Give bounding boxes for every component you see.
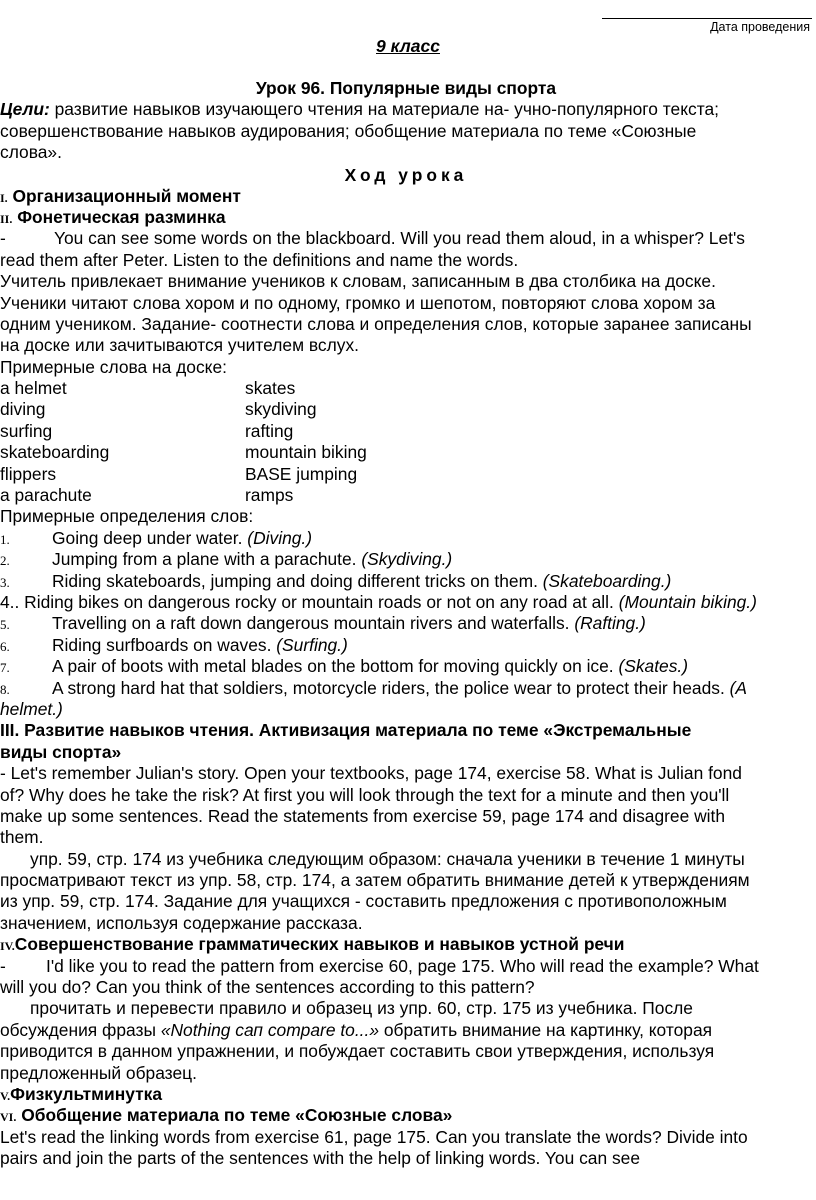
- date-label: Дата проведения: [710, 20, 810, 34]
- definition-item: 7. A pair of boots with metal blades on the bottom for moving quickly on ice. (Skates.): [0, 656, 689, 677]
- paragraph-line: из упр. 59, стр. 174. Задание для учащихся - составить предложения с противоположным: [0, 891, 727, 912]
- paragraph-line: them.: [0, 827, 44, 848]
- goals-line: слова».: [0, 142, 62, 163]
- section-heading: IV.Совершенствование грамматических навыков и навыков устной речи: [0, 934, 625, 955]
- definitions-label: Примерные определения слов:: [0, 506, 254, 527]
- paragraph-line: обсуждения фразы «Nothing сап compare to...» обратить внимание на картинку, которая: [0, 1019, 713, 1040]
- section-heading-continuation: виды спорта»: [0, 741, 122, 762]
- definition-item: 3. Riding skateboards, jumping and doing different tricks on them. (Skateboarding.): [0, 570, 672, 591]
- definition-item: 6. Riding surfboards on waves. (Surfing.): [0, 634, 348, 655]
- paragraph-line: Учитель привлекает внимание учеников к словам, записанным в два столбика на доске.: [0, 271, 716, 292]
- definition-continuation: helmet.): [0, 698, 63, 719]
- paragraph-line: pairs and join the parts of the sentences with the help of linking words. You can see: [0, 1148, 640, 1169]
- goals-label: Цели:: [0, 99, 50, 120]
- grade-heading: 9 класс: [376, 36, 440, 56]
- word-pair: flippers BASE jumping: [0, 463, 358, 484]
- document-body: [0, 78, 812, 1170]
- paragraph-line: - Let's remember Julian's story. Open your textbooks, page 174, exercise 58. What is Julian fond: [0, 763, 742, 784]
- section-heading: II. Фонетическая разминка: [0, 206, 226, 227]
- definition-item: 4.. Riding bikes on dangerous rocky or mountain roads or not on any road at all. (Mountain biking.): [0, 591, 757, 612]
- word-pair: surfing rafting: [0, 420, 294, 441]
- course-heading: Ход урока: [344, 164, 468, 185]
- goals-line: совершенствование навыков аудирования; обобщение материала по теме «Союзные: [0, 120, 697, 141]
- paragraph-line: - You can see some words on the blackboard. Will you read them aloud, in a whisper? Let's: [0, 228, 745, 249]
- paragraph-line: of? Why does he take the risk? At first you will look through the text for a minute and then you'll: [0, 784, 730, 805]
- paragraph-line: приводится в данном упражнении, и побуждает составить свои утверждения, используя: [0, 1041, 715, 1062]
- word-pair: a parachute ramps: [0, 485, 294, 506]
- section-heading: I. Организационный момент: [0, 185, 241, 206]
- definition-item: 5. Travelling on a raft down dangerous mountain rivers and waterfalls. (Rafting.): [0, 613, 646, 634]
- paragraph-line: Let's read the linking words from exercise 61, page 175. Can you translate the words? Divide into: [0, 1126, 748, 1147]
- paragraph-line: упр. 59, стр. 174 из учебника следующим образом: сначала ученики в течение 1 минуты: [30, 848, 745, 869]
- goals-line: [0, 99, 812, 120]
- paragraph-line: will you do? Can you think of the sentences according to this pattern?: [0, 977, 535, 998]
- paragraph-line: одним учеником. Задание- соотнести слова и определения слов, которые заранее записаны: [0, 313, 752, 334]
- word-pair: skateboarding mountain biking: [0, 442, 367, 463]
- paragraph-line: read them after Peter. Listen to the definitions and name the words.: [0, 249, 519, 270]
- paragraph-line: - I'd like you to read the pattern from exercise 60, page 175. Who will read the example? What: [0, 955, 759, 976]
- lesson-title: Урок 96. Популярные виды спорта: [255, 78, 557, 98]
- paragraph-line: предложенный образец.: [0, 1062, 197, 1083]
- paragraph-line: значением, используя содержание рассказа.: [0, 912, 363, 933]
- paragraph-line: на доске или зачитываются учителем вслух.: [0, 335, 359, 356]
- paragraph-line: Примерные слова на доске:: [0, 356, 227, 377]
- paragraph-line: просматривают текст из упр. 58, стр. 174, а затем обратить внимание детей к утверждениям: [0, 870, 750, 891]
- date-signature-line: [602, 18, 812, 19]
- section-heading: III. Развитие навыков чтения. Активизация материала по теме «Экстремальные: [0, 720, 692, 741]
- paragraph-line: прочитать и перевести правило и образец из упр. 60, стр. 175 из учебника. После: [30, 998, 693, 1019]
- paragraph-line: Ученики читают слова хором и по одному, громко и шепотом, повторяют слова хором за: [0, 292, 716, 313]
- word-pair: diving skydiving: [0, 399, 317, 420]
- section-heading: V.Физкультминутка: [0, 1083, 163, 1104]
- definition-item: 8. A strong hard hat that soldiers, motorcycle riders, the police wear to protect their heads. (A: [0, 677, 747, 698]
- goals-text: развитие навыков изучающего чтения на материале на- учно-популярного текста;: [49, 99, 719, 120]
- definition-item: 2. Jumping from a plane with a parachute. (Skydiving.): [0, 549, 453, 570]
- definition-item: 1. Going deep under water. (Diving.): [0, 527, 313, 548]
- paragraph-line: make up some sentences. Read the statements from exercise 59, page 174 and disagree with: [0, 805, 726, 826]
- section-heading: VI. Обобщение материала по теме «Союзные слова»: [0, 1105, 453, 1126]
- word-pair: a helmet skates: [0, 378, 296, 399]
